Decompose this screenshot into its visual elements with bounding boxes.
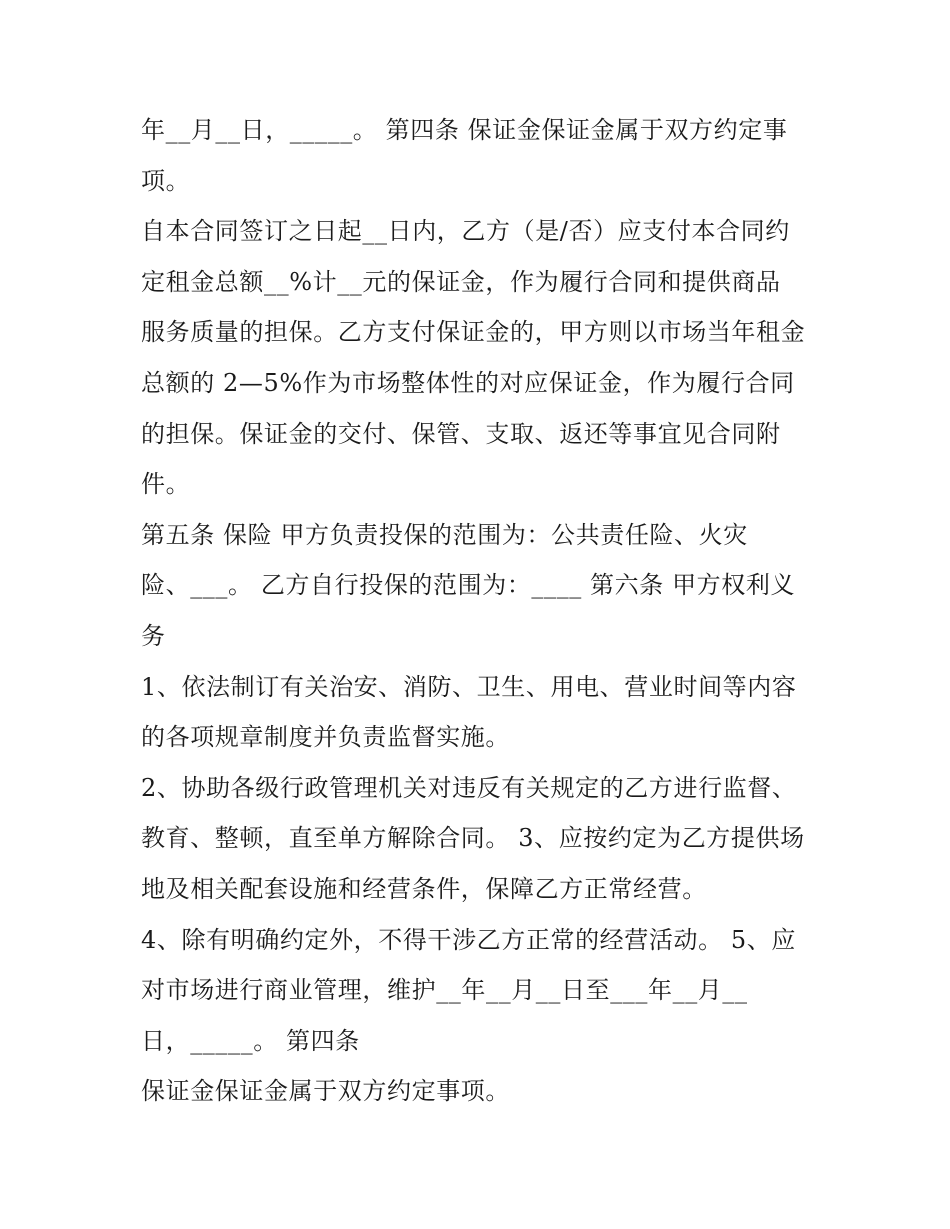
text-line-4: 定租金总额__%计__元的保证金，作为履行合同和提供商品	[141, 268, 781, 296]
text-line-3: 自本合同签订之日起__日内，乙方（是/否）应支付本合同约	[141, 217, 790, 245]
text-line-8: 件。	[141, 470, 191, 498]
text-line-12: 1、依法制订有关治安、消防、卫生、用电、营业时间等内容	[141, 673, 797, 701]
text-line-2: 项。	[141, 167, 191, 195]
text-line-15: 教育、整顿，直至单方解除合同。 3、应按约定为乙方提供场	[141, 824, 805, 852]
text-line-5: 服务质量的担保。乙方支付保证金的，甲方则以市场当年租金	[141, 318, 806, 346]
text-line-16: 地及相关配套设施和经营条件，保障乙方正常经营。	[141, 875, 707, 903]
text-line-13: 的各项规章制度并负责监督实施。	[141, 723, 510, 751]
text-line-14: 2、协助各级行政管理机关对违反有关规定的乙方进行监督、	[141, 774, 797, 802]
text-line-11: 务	[141, 622, 166, 650]
text-line-17: 4、除有明确约定外，不得干涉乙方正常的经营活动。 5、应	[141, 926, 796, 954]
text-line-6: 总额的 2—5%作为市场整体性的对应保证金，作为履行合同	[141, 369, 795, 397]
text-line-19: 日，_____。 第四条	[141, 1027, 360, 1055]
text-line-18: 对市场进行商业管理，维护__年__月__日至___年__月__	[141, 976, 748, 1004]
text-line-10: 险、___。 乙方自行投保的范围为：____ 第六条 甲方权利义	[141, 571, 796, 599]
text-line-7: 的担保。保证金的交付、保管、支取、返还等事宜见合同附	[141, 420, 781, 448]
text-line-1: 年__月__日，_____。 第四条 保证金保证金属于双方约定事	[141, 116, 788, 144]
text-line-9: 第五条 保险 甲方负责投保的范围为：公共责任险、火灾	[141, 521, 748, 549]
text-line-20: 保证金保证金属于双方约定事项。	[141, 1077, 510, 1105]
